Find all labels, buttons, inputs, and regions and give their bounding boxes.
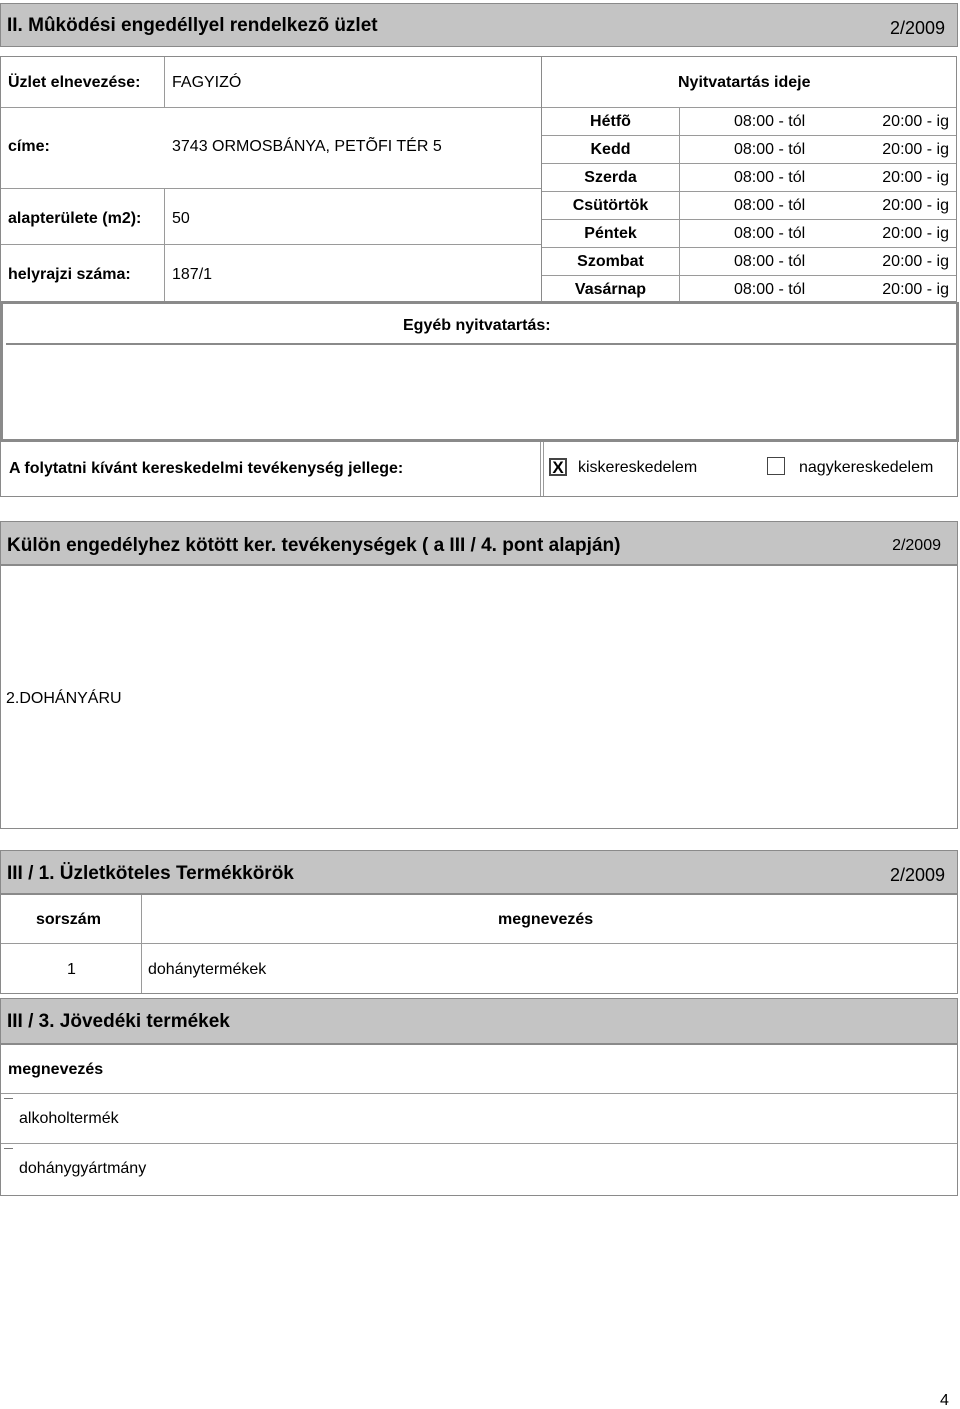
row-name: dohánytermékek [148, 961, 267, 978]
hours-from: 08:00 - tól [734, 253, 806, 270]
licensed-activities-header [0, 521, 958, 565]
hours-to: 20:00 - ig [882, 197, 949, 214]
excise-item: dohánygyártmány [19, 1160, 147, 1177]
licensed-activities-title: Külön engedélyhez kötött ker. tevékenységek ( a III / 4. pont alapján) [7, 535, 621, 556]
store-name: FAGYIZÓ [172, 74, 242, 91]
section-title: II. Mûködési engedéllyel rendelkezõ üzlet [7, 15, 378, 36]
lot-value: 187/1 [172, 266, 213, 283]
hours-from: 08:00 - tól [734, 225, 806, 242]
section-header-ii [0, 3, 958, 47]
hours-day: Vasárnap [574, 281, 647, 298]
hours-from: 08:00 - tól [734, 113, 806, 130]
store-name-label: Üzlet elnevezése: [8, 74, 141, 91]
hours-from: 08:00 - tól [734, 169, 806, 186]
opening-hours-title: Nyitvatartás ideje [678, 74, 811, 91]
store-info-panel [0, 56, 542, 302]
column-header-name: megnevezés [498, 911, 594, 928]
hours-day: Hétfõ [590, 113, 631, 130]
lot-label: helyrajzi száma: [8, 266, 131, 283]
column-header-number: sorszám [36, 911, 101, 928]
licensed-activities-body [0, 565, 958, 829]
wholesale-checkbox[interactable] [767, 457, 785, 475]
section-iii-3-title: III / 3. Jövedéki termékek [7, 1011, 230, 1032]
hours-day: Szerda [584, 169, 637, 186]
excise-item-marker [4, 1098, 13, 1099]
hours-to: 20:00 - ig [882, 253, 949, 270]
address-label: címe: [8, 138, 50, 155]
wholesale-label: nagykereskedelem [799, 459, 934, 476]
excise-products-table [0, 1044, 958, 1196]
section-iii-1-date: 2/2009 [889, 865, 945, 885]
licensed-activities-date: 2/2009 [892, 537, 941, 554]
area-label: alapterülete (m2): [8, 210, 142, 227]
licensed-activity-item: 2.DOHÁNYÁRU [6, 690, 122, 707]
excise-item-marker [4, 1148, 13, 1149]
page-number: 4 [940, 1392, 949, 1409]
other-hours-panel [0, 302, 959, 442]
hours-to: 20:00 - ig [882, 281, 949, 298]
activity-type-label: A folytatni kívánt kereskedelmi tevékenység jellege: [9, 460, 404, 477]
activity-type-panel [0, 441, 958, 497]
hours-to: 20:00 - ig [882, 225, 949, 242]
excise-column-header: megnevezés [8, 1061, 104, 1078]
section-iii-3-header [0, 998, 958, 1044]
hours-to: 20:00 - ig [882, 169, 949, 186]
section-date: 2/2009 [889, 18, 945, 38]
retail-label: kiskereskedelem [578, 459, 698, 476]
hours-from: 08:00 - tól [734, 197, 806, 214]
hours-from: 08:00 - tól [734, 281, 806, 298]
hours-day: Csütörtök [572, 197, 649, 214]
excise-item: alkoholtermék [19, 1110, 119, 1127]
product-groups-table [0, 894, 958, 994]
area-value: 50 [172, 210, 190, 227]
section-iii-1-header [0, 850, 958, 894]
section-iii-1-title: III / 1. Üzletköteles Termékkörök [7, 863, 294, 884]
hours-to: 20:00 - ig [882, 113, 949, 130]
hours-day: Péntek [584, 225, 637, 242]
hours-from: 08:00 - tól [734, 141, 806, 158]
other-hours-label: Egyéb nyitvatartás: [403, 317, 551, 334]
retail-checkbox[interactable]: X [549, 458, 567, 476]
hours-day: Kedd [590, 141, 631, 158]
hours-day: Szombat [577, 253, 644, 270]
row-number: 1 [67, 961, 76, 978]
address-value: 3743 ORMOSBÁNYA, PETÕFI TÉR 5 [172, 138, 442, 155]
opening-hours-panel [541, 56, 957, 302]
hours-to: 20:00 - ig [882, 141, 949, 158]
